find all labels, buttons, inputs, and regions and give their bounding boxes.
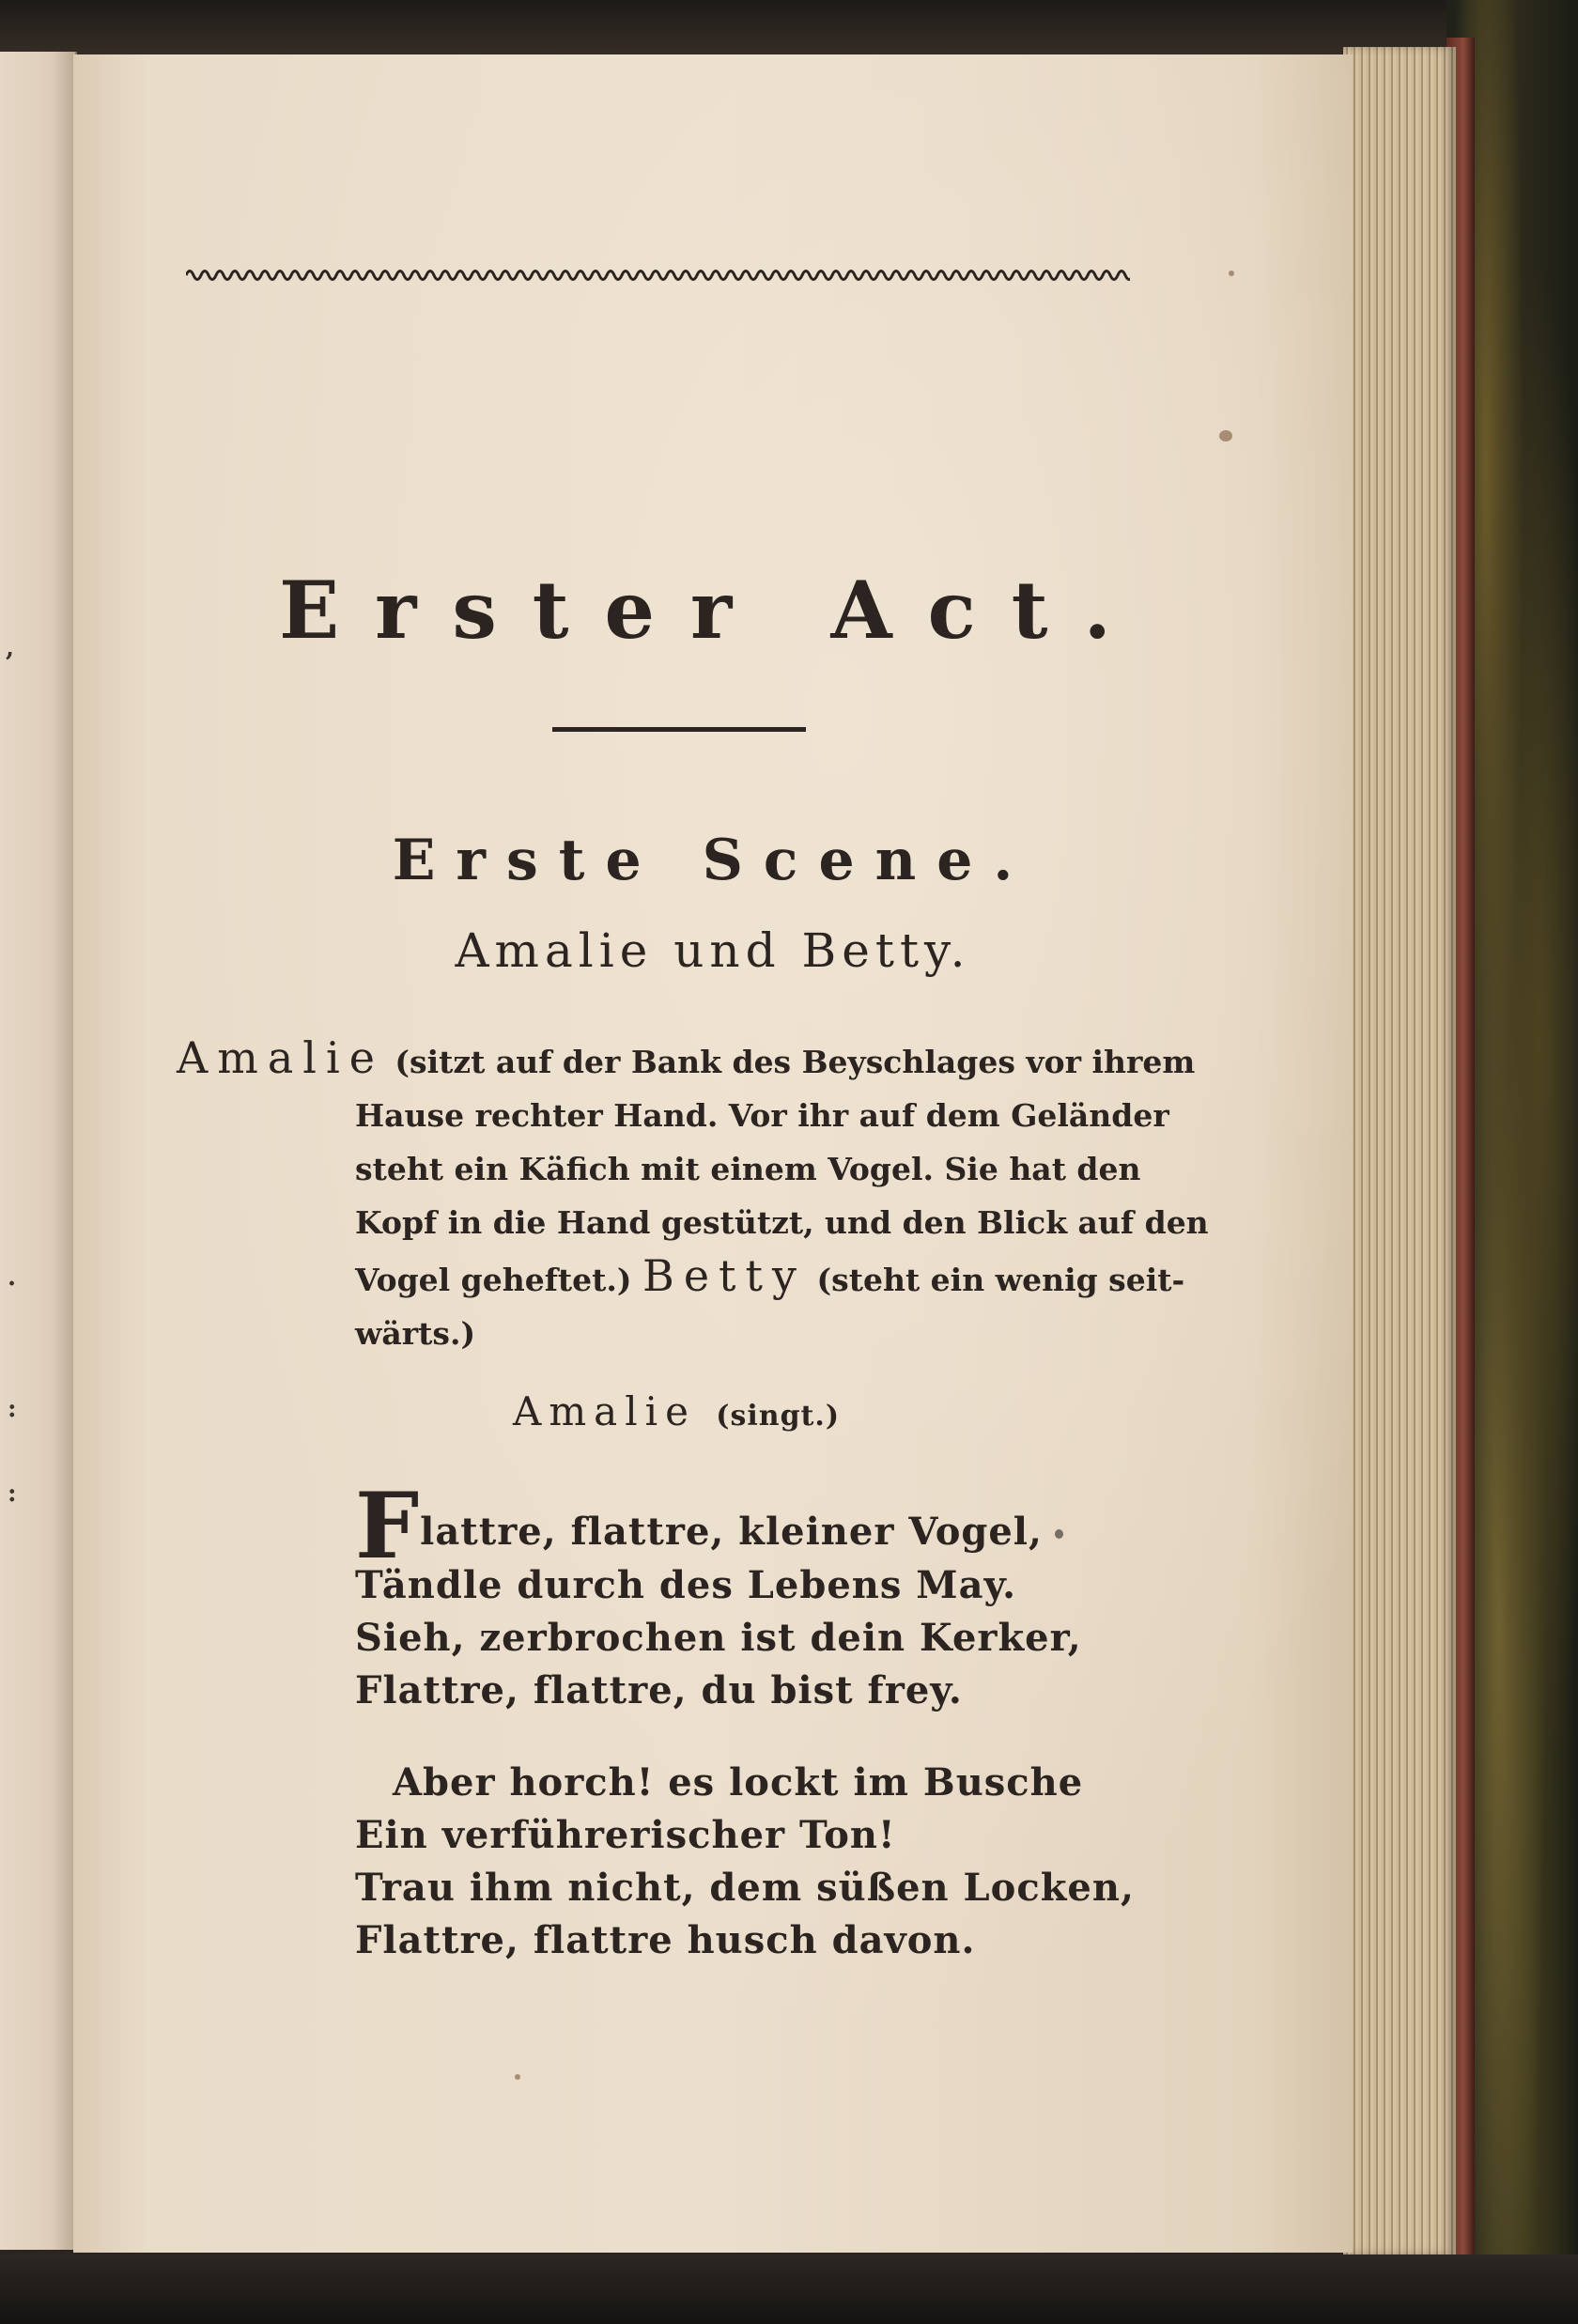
verse-line: Flattre, flattre husch davon.	[355, 1918, 976, 1962]
singer-note: (singt.)	[716, 1400, 841, 1433]
verse-line: Ein verführerischer Ton!	[355, 1813, 896, 1857]
stage-direction	[177, 1031, 1243, 1360]
verse-line: Flattre, flattre, kleiner Vogel,	[355, 1473, 1043, 1579]
verse-line: Flattre, flattre, du bist frey.	[355, 1668, 963, 1712]
scene-title: Erste Scene.	[392, 828, 1034, 893]
stage-direction-line: steht ein Käfich mit einem Vogel. Sie hat den	[355, 1151, 1141, 1187]
stage-direction-line	[177, 1249, 1243, 1307]
left-page-fragment: .	[8, 1263, 17, 1292]
stage-direction-text: (sitzt auf der Bank des Beyschlages vor ihrem	[394, 1044, 1196, 1080]
stage-direction-line: Kopf in die Hand gestützt, und den Blick auf den	[355, 1204, 1209, 1241]
verse-line: Tändle durch des Lebens May.	[355, 1563, 1017, 1607]
paper-speck	[1055, 1529, 1063, 1539]
left-page-fragment: :	[8, 1395, 17, 1423]
speaker-name: Amalie	[177, 1032, 384, 1083]
verse-stanza-2	[355, 1757, 1135, 1967]
title-divider	[552, 727, 806, 732]
drop-cap: F	[355, 1473, 421, 1579]
stage-direction-text: Vogel geheftet.)	[355, 1262, 632, 1298]
stage-direction-line: Hause rechter Hand. Vor ihr auf dem Geländer	[355, 1097, 1169, 1134]
stage-direction-text: (steht ein wenig seit-	[816, 1262, 1185, 1298]
scene-characters: Amalie und Betty.	[455, 923, 971, 978]
verse-line: Aber horch! es lockt im Busche	[393, 1760, 1084, 1805]
paper-speck	[1229, 271, 1234, 276]
verse-line: Sieh, zerbrochen ist dein Kerker,	[355, 1616, 1082, 1660]
speaker-name: Betty	[642, 1250, 807, 1301]
paper-speck	[515, 2074, 520, 2080]
left-page-fragment: ,	[6, 634, 15, 662]
book-bottom-shadow	[0, 2254, 1578, 2324]
singer-name: Amalie	[513, 1388, 696, 1434]
page-block-edges	[1343, 47, 1456, 2254]
stage-direction-line: wärts.)	[355, 1315, 476, 1352]
act-title: Erster Act.	[279, 564, 1147, 657]
verse-stanza-1	[355, 1473, 1082, 1717]
singer-heading	[513, 1388, 840, 1434]
paper-speck	[1219, 430, 1232, 442]
verse-line: Trau ihm nicht, dem süßen Locken,	[355, 1866, 1135, 1910]
wavy-header-rule	[186, 261, 1130, 289]
left-page-margin	[0, 52, 77, 2250]
book-page	[73, 54, 1353, 2253]
left-page-fragment: :	[8, 1480, 17, 1508]
